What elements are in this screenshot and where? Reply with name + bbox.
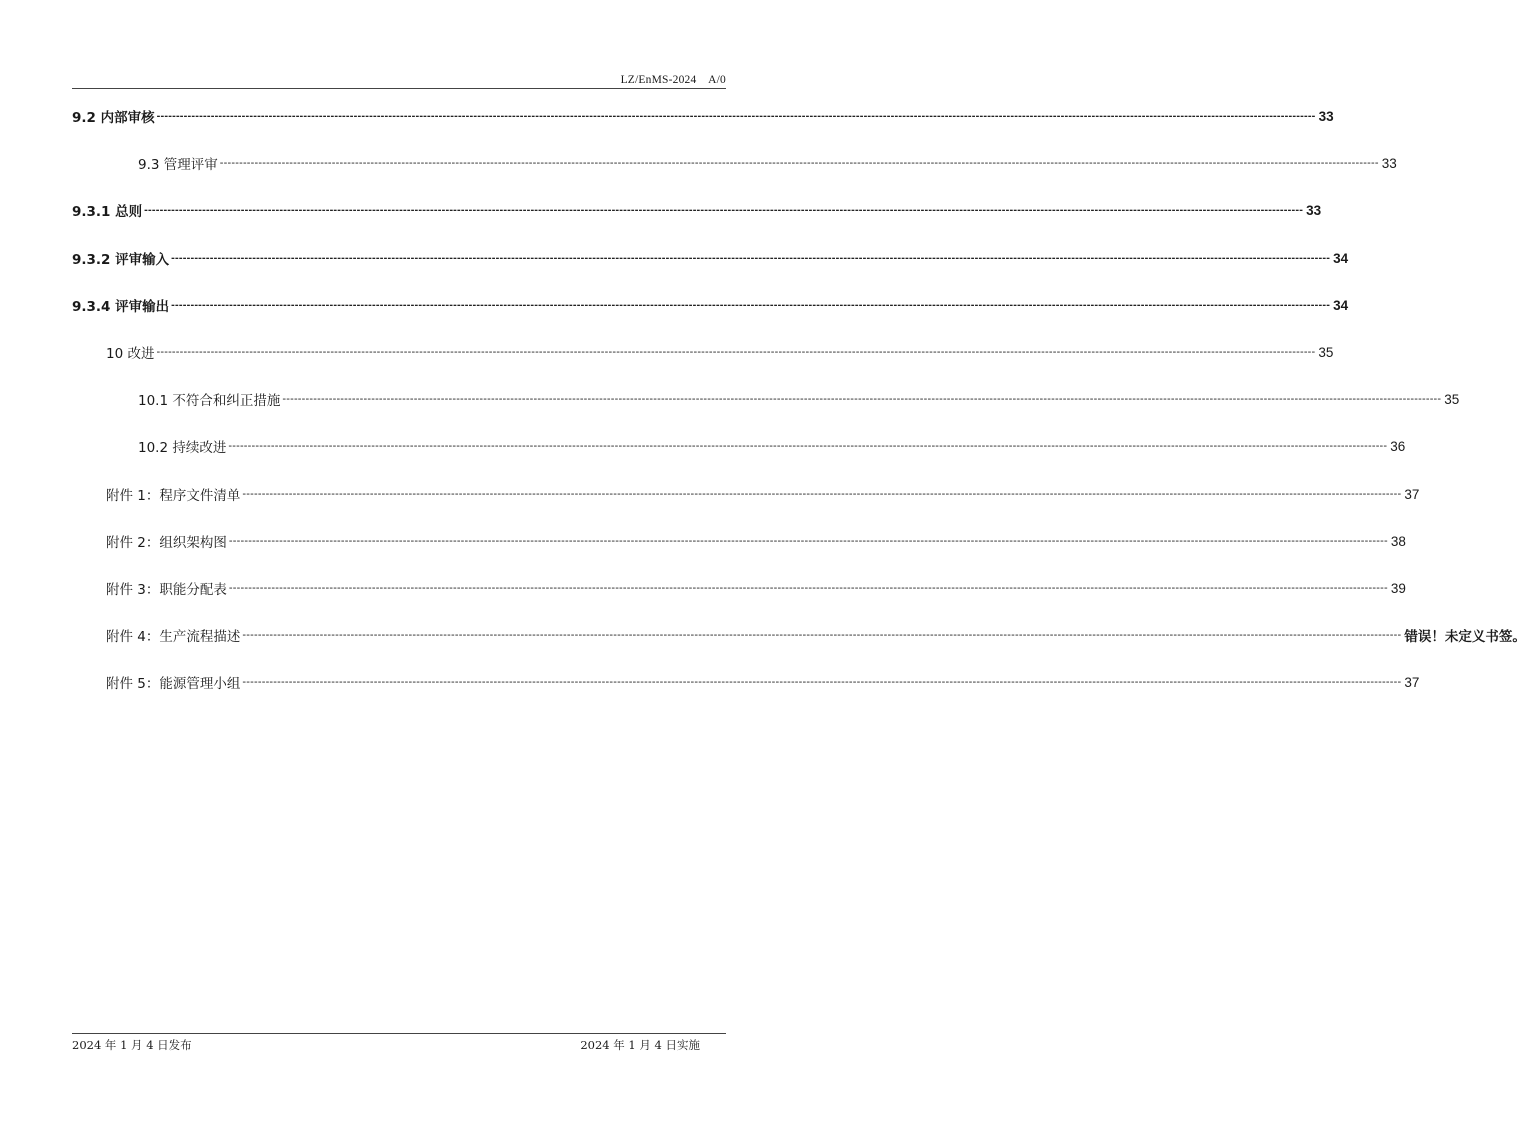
toc-entry-page: 35 — [1318, 344, 1334, 360]
toc-entry-title: 9.3.1 总则 — [72, 204, 143, 220]
toc-dot-leader: ------------------------------------------------------------------------------------------------------------------------------------------------------------------------------------------------------------------------------------------------------------------------------------------------------------ — [156, 110, 1316, 122]
toc-dot-leader: ------------------------------------------------------------------------------------------------------------------------------------------------------------------------------------------------------------------------------------------------------------------------------------------------------------ — [228, 440, 1388, 452]
toc-entry-title: 附件 5：能源管理小组 — [106, 676, 241, 692]
toc-entry-page: 34 — [1333, 297, 1349, 313]
toc-entry-title: 附件 1：程序文件清单 — [106, 488, 241, 504]
toc-dot-leader: ------------------------------------------------------------------------------------------------------------------------------------------------------------------------------------------------------------------------------------------------------------------------------------------------------------ — [228, 582, 1388, 594]
toc-entry-page: 37 — [1404, 486, 1420, 502]
toc-entry-page: 33 — [1381, 155, 1397, 171]
page-header — [72, 70, 726, 89]
page-footer — [72, 1033, 726, 1054]
toc-entry[interactable] — [138, 389, 1460, 409]
toc-entry-title: 10.1 不符合和纠正措施 — [138, 393, 281, 409]
toc-dot-leader: ------------------------------------------------------------------------------------------------------------------------------------------------------------------------------------------------------------------------------------------------------------------------------------------------------------ — [171, 299, 1331, 311]
toc-entry[interactable] — [106, 672, 1420, 692]
toc-dot-leader: ------------------------------------------------------------------------------------------------------------------------------------------------------------------------------------------------------------------------------------------------------------------------------------------------------------ — [242, 676, 1402, 688]
toc-entry-title: 10 改进 — [106, 346, 155, 362]
toc-entry-title: 9.2 内部审核 — [72, 110, 155, 126]
toc-entry[interactable] — [106, 625, 1526, 645]
implement-date: 2024 年 1 月 4 日实施 — [580, 1038, 700, 1052]
toc-entry[interactable] — [138, 153, 1397, 173]
toc-entry[interactable] — [106, 578, 1406, 598]
toc-entry[interactable] — [72, 200, 1322, 220]
toc-entry[interactable] — [72, 295, 1349, 315]
issue-date: 2024 年 1 月 4 日发布 — [72, 1038, 192, 1052]
toc-dot-leader: ------------------------------------------------------------------------------------------------------------------------------------------------------------------------------------------------------------------------------------------------------------------------------------------------------------ — [228, 535, 1388, 547]
toc-entry-title: 9.3.2 评审输入 — [72, 252, 170, 268]
toc-entry-page: 38 — [1390, 533, 1406, 549]
toc-entry-title: 9.3 管理评审 — [138, 157, 218, 173]
toc-dot-leader: ------------------------------------------------------------------------------------------------------------------------------------------------------------------------------------------------------------------------------------------------------------------------------------------------------------ — [242, 488, 1402, 500]
toc-entry[interactable] — [106, 484, 1420, 504]
toc-entry-title: 附件 4：生产流程描述 — [106, 629, 241, 645]
toc-entry-title: 附件 2：组织架构图 — [106, 535, 227, 551]
toc-entry[interactable] — [138, 436, 1406, 456]
toc-entry-title: 附件 3：职能分配表 — [106, 582, 227, 598]
toc-entry[interactable] — [106, 342, 1334, 362]
toc-dot-leader: ------------------------------------------------------------------------------------------------------------------------------------------------------------------------------------------------------------------------------------------------------------------------------------------------------------ — [156, 346, 1316, 358]
toc-entry-page: 错误！未定义书签。 — [1404, 629, 1526, 645]
toc-entry[interactable] — [72, 248, 1349, 268]
toc-dot-leader: ------------------------------------------------------------------------------------------------------------------------------------------------------------------------------------------------------------------------------------------------------------------------------------------------------------ — [282, 393, 1442, 405]
toc-entry-page: 37 — [1404, 674, 1420, 690]
toc-entry[interactable] — [106, 531, 1406, 551]
toc-entry-title: 9.3.4 评审输出 — [72, 299, 170, 315]
toc-entry-page: 34 — [1333, 250, 1349, 266]
toc-entry-page: 33 — [1306, 202, 1322, 218]
toc-entry-title: 10.2 持续改进 — [138, 440, 227, 456]
toc-entry-page: 35 — [1444, 391, 1460, 407]
toc-dot-leader: ------------------------------------------------------------------------------------------------------------------------------------------------------------------------------------------------------------------------------------------------------------------------------------------------------------ — [144, 204, 1304, 216]
toc-dot-leader: ------------------------------------------------------------------------------------------------------------------------------------------------------------------------------------------------------------------------------------------------------------------------------------------------------------ — [171, 252, 1331, 264]
toc-entry[interactable] — [72, 106, 1334, 126]
toc-dot-leader: ------------------------------------------------------------------------------------------------------------------------------------------------------------------------------------------------------------------------------------------------------------------------------------------------------------ — [219, 157, 1379, 169]
toc-entry-page: 33 — [1318, 108, 1334, 124]
document-code: LZ/EnMS-2024 A/0 — [620, 74, 726, 86]
toc-dot-leader: ------------------------------------------------------------------------------------------------------------------------------------------------------------------------------------------------------------------------------------------------------------------------------------------------------------ — [242, 629, 1402, 641]
toc-entry-page: 39 — [1390, 580, 1406, 596]
toc-entry-page: 36 — [1390, 438, 1406, 454]
